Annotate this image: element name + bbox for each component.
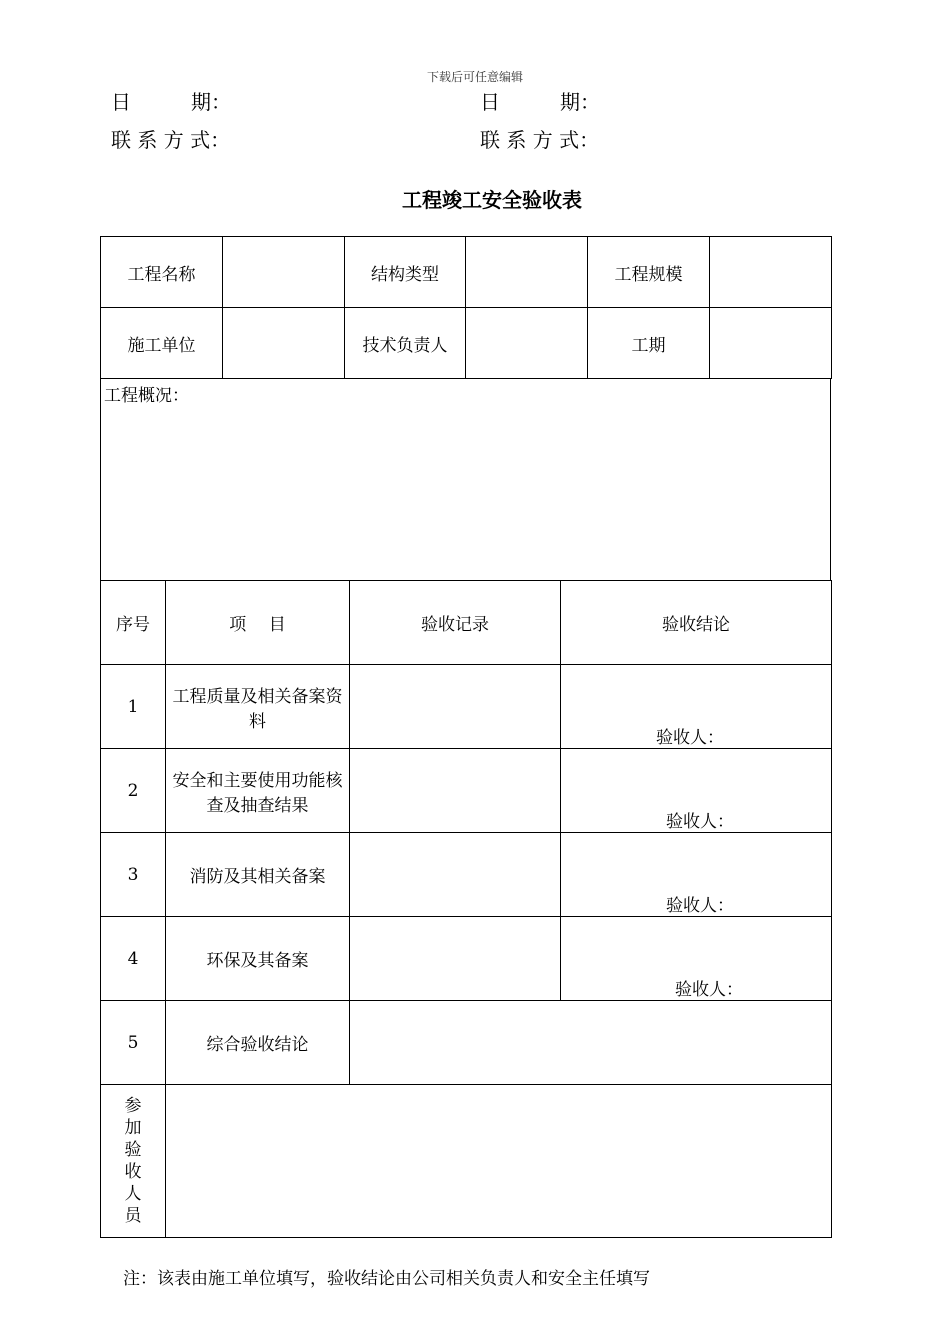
project-name-value[interactable] <box>223 237 345 308</box>
project-scale-value[interactable] <box>710 237 832 308</box>
duration-value[interactable] <box>710 308 832 379</box>
signer-label: 验收人： <box>666 896 734 916</box>
project-info-table <box>100 236 832 379</box>
row-item: 环保及其备案 <box>166 917 350 1001</box>
construction-unit-value[interactable] <box>223 308 345 379</box>
right-date-label: 日 期： <box>480 90 600 114</box>
structure-type-value[interactable] <box>466 237 588 308</box>
row-record[interactable] <box>350 665 561 749</box>
table-row <box>101 749 832 833</box>
technical-lead-label: 技术负责人 <box>345 308 466 379</box>
row-no: 4 <box>101 917 166 1001</box>
row-record[interactable] <box>350 749 561 833</box>
participants-label: 参加验收人员 <box>124 1096 142 1226</box>
row-conclusion[interactable] <box>561 749 832 833</box>
summary-item: 综合验收结论 <box>166 1001 350 1085</box>
participants-label-cell <box>101 1085 166 1238</box>
summary-no: 5 <box>101 1001 166 1085</box>
participants-row <box>101 1085 832 1238</box>
overview-table <box>100 378 831 581</box>
row-item: 消防及其相关备案 <box>166 833 350 917</box>
signer-label: 验收人： <box>656 728 724 748</box>
acceptance-items-table <box>100 580 832 1238</box>
header-record: 验收记录 <box>350 581 561 665</box>
header-no: 序号 <box>101 581 166 665</box>
row-no: 2 <box>101 749 166 833</box>
row-item: 安全和主要使用功能核查及抽查结果 <box>166 749 350 833</box>
info-row <box>101 308 832 379</box>
footnote: 注：该表由施工单位填写，验收结论由公司相关负责人和安全主任填写 <box>123 1269 650 1289</box>
project-scale-label: 工程规模 <box>588 237 710 308</box>
info-row <box>101 237 832 308</box>
right-contact-label: 联 系 方 式： <box>480 128 600 152</box>
items-header-row <box>101 581 832 665</box>
participants-value[interactable] <box>166 1085 832 1238</box>
project-name-label: 工程名称 <box>101 237 223 308</box>
header-conclusion: 验收结论 <box>561 581 832 665</box>
row-conclusion[interactable] <box>561 833 832 917</box>
form-title: 工程竣工安全验收表 <box>402 188 582 212</box>
row-record[interactable] <box>350 833 561 917</box>
overview-label: 工程概况： <box>104 386 189 406</box>
row-no: 3 <box>101 833 166 917</box>
overview-cell[interactable] <box>101 379 831 581</box>
signer-label: 验收人： <box>675 980 743 1000</box>
row-no: 1 <box>101 665 166 749</box>
table-row <box>101 917 832 1001</box>
summary-conclusion[interactable] <box>350 1001 832 1085</box>
construction-unit-label: 施工单位 <box>101 308 223 379</box>
left-date-label: 日 期： <box>111 90 231 114</box>
row-record[interactable] <box>350 917 561 1001</box>
duration-label: 工期 <box>588 308 710 379</box>
row-conclusion[interactable] <box>561 917 832 1001</box>
row-item: 工程质量及相关备案资料 <box>166 665 350 749</box>
signer-label: 验收人： <box>666 812 734 832</box>
watermark-text: 下载后可任意编辑 <box>426 70 523 84</box>
table-row <box>101 665 832 749</box>
left-contact-label: 联 系 方 式： <box>111 128 231 152</box>
table-row <box>101 833 832 917</box>
summary-row <box>101 1001 832 1085</box>
technical-lead-value[interactable] <box>466 308 588 379</box>
row-conclusion[interactable] <box>561 665 832 749</box>
structure-type-label: 结构类型 <box>345 237 466 308</box>
header-item: 项 目 <box>166 581 350 665</box>
